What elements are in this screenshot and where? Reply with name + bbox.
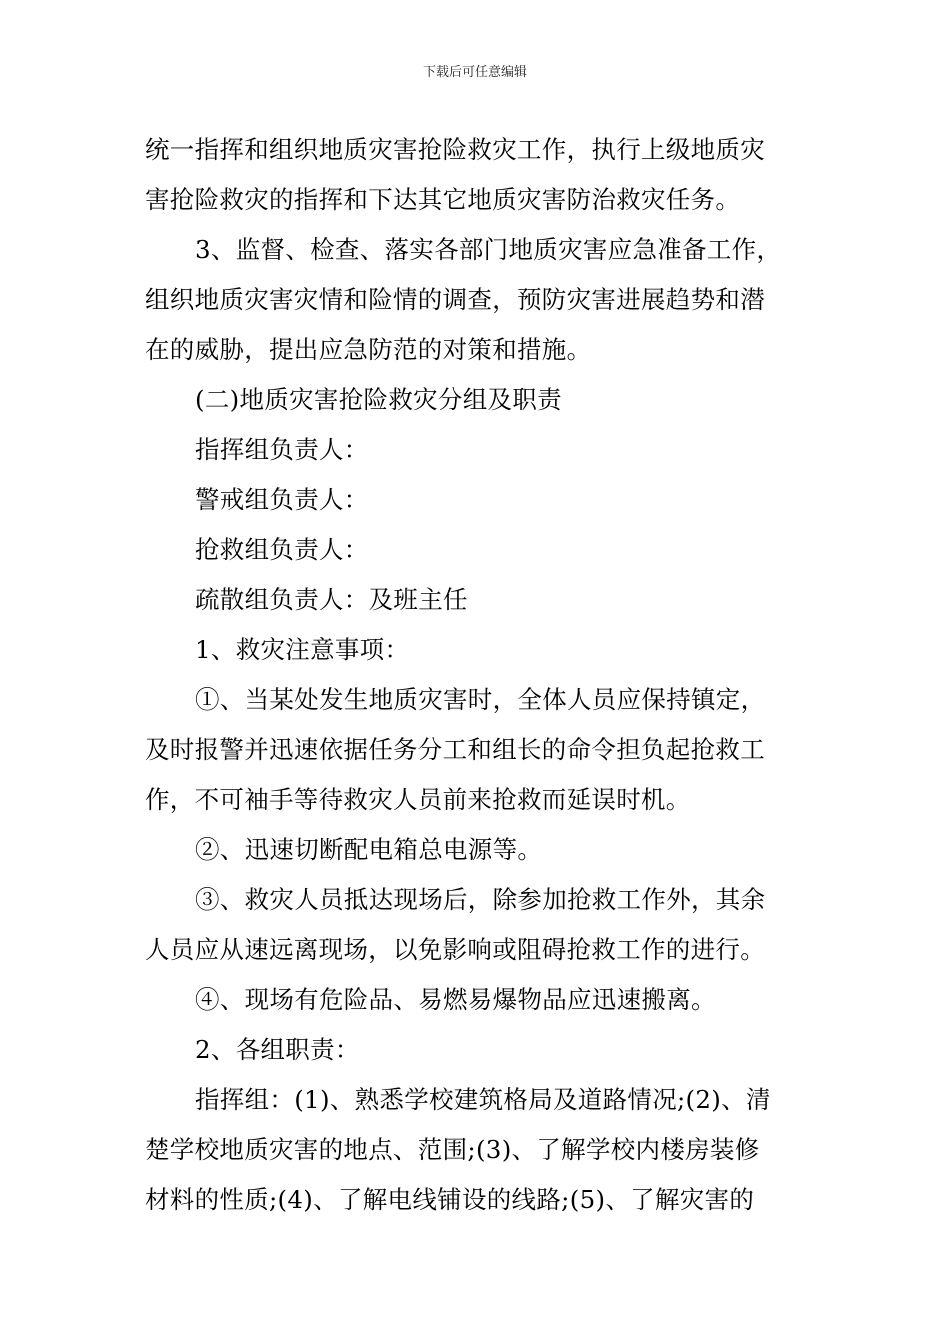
paragraph-line: 材料的性质;(4)、了解电线铺设的线路;(5)、了解灾害的 — [145, 1185, 755, 1214]
section-heading: (二)地质灾害抢险救灾分组及职责 — [195, 385, 562, 414]
paragraph-line: 人员应从速远离现场，以免影响或阻碍抢救工作的进行。 — [145, 935, 765, 964]
paragraph-line: 及时报警并迅速依据任务分工和组长的命令担负起抢救工 — [145, 735, 765, 764]
paragraph-line: 指挥组：(1)、熟悉学校建筑格局及道路情况;(2)、清 — [195, 1085, 771, 1114]
paragraph-line: 1、救灾注意事项： — [195, 635, 410, 664]
paragraph-line: 统一指挥和组织地质灾害抢险救灾工作，执行上级地质灾 — [145, 135, 765, 164]
paragraph-line: 3、监督、检查、落实各部门地质灾害应急准备工作， — [195, 235, 782, 264]
paragraph-line: ②、迅速切断配电箱总电源等。 — [195, 835, 543, 864]
paragraph-line: 疏散组负责人：及班主任 — [195, 585, 468, 614]
paragraph-line: ③、救灾人员抵达现场后，除参加抢救工作外，其余 — [195, 885, 766, 914]
paragraph-line: 作，不可袖手等待救灾人员前来抢救而延误时机。 — [145, 785, 691, 814]
paragraph-line: 组织地质灾害灾情和险情的调查，预防灾害进展趋势和潜 — [145, 285, 765, 314]
paragraph-line: 害抢险救灾的指挥和下达其它地质灾害防治救灾任务。 — [145, 185, 741, 214]
paragraph-line: 抢救组负责人： — [195, 535, 369, 564]
paragraph-line: 警戒组负责人： — [195, 485, 369, 514]
page-header: 下载后可任意编辑 — [422, 65, 527, 80]
paragraph-line: 2、各组职责： — [195, 1035, 360, 1064]
paragraph-line: 楚学校地质灾害的地点、范围;(3)、了解学校内楼房装修 — [145, 1135, 760, 1164]
document-body — [145, 125, 817, 1225]
paragraph-line: 在的威胁，提出应急防范的对策和措施。 — [145, 335, 592, 364]
paragraph-line: ①、当某处发生地质灾害时，全体人员应保持镇定， — [195, 685, 766, 714]
paragraph-line: ④、现场有危险品、易燃易爆物品应迅速搬离。 — [195, 985, 716, 1014]
paragraph-line: 指挥组负责人： — [195, 435, 369, 464]
